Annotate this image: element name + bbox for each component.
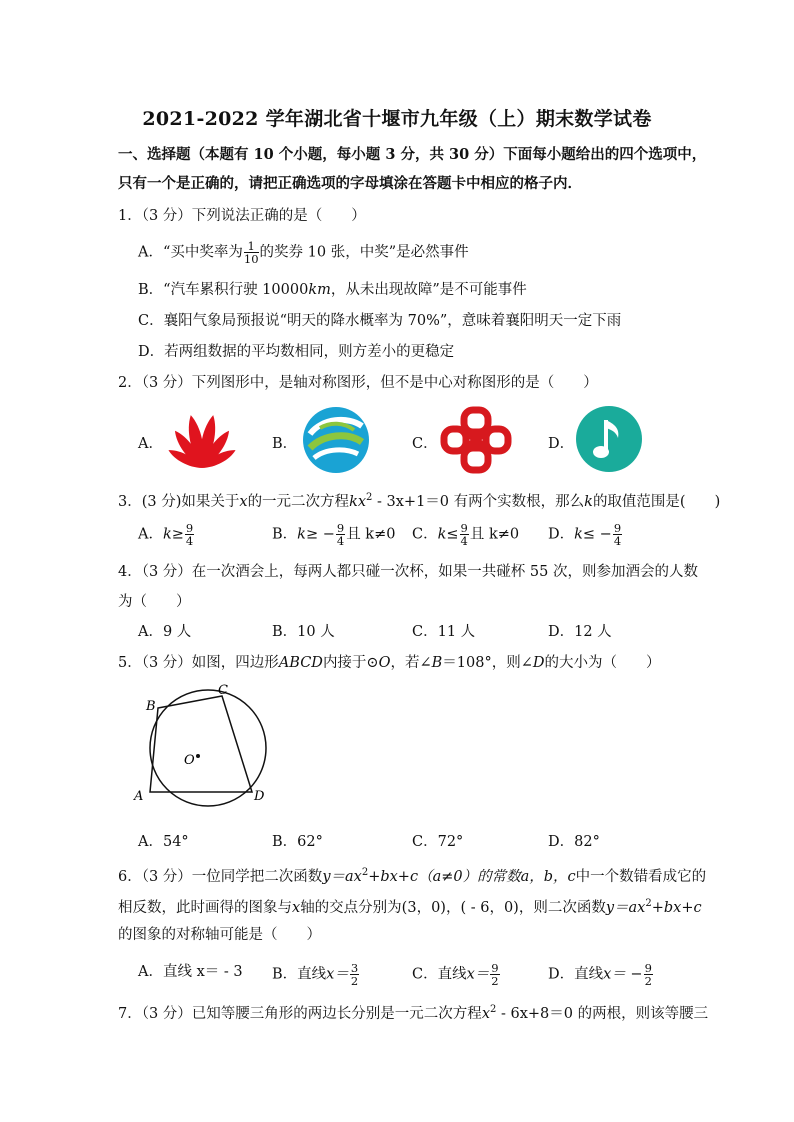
q5-option-a[interactable]: A．54°: [138, 834, 189, 850]
q6-c-fraction: [490, 962, 499, 987]
q6-func2: y＝ax: [605, 900, 646, 916]
q3-c-relation: k≤: [437, 526, 459, 543]
q3-d-den: 4: [613, 534, 622, 548]
q1-b-suffix: ，从未出现故障”是不可能事件: [330, 282, 527, 298]
q5-stem-prefix: 5．（3 分）如图，四边形: [118, 655, 279, 671]
q1-option-d[interactable]: D．若两组数据的平均数相同，则方差小的更稳定: [138, 344, 455, 360]
q3-option-d[interactable]: [548, 522, 623, 547]
chinese-knot-icon: [440, 404, 512, 476]
q3-a-den: 4: [185, 534, 194, 548]
q3-b-fraction: [336, 522, 345, 547]
q3-stem: [118, 488, 720, 512]
q3-var-x: x: [239, 494, 248, 510]
q2-label-c[interactable]: C．: [412, 436, 438, 452]
q4-option-c[interactable]: C．11 人: [412, 624, 476, 640]
q3-b-num: 9: [336, 521, 345, 535]
q6-c-x: x＝: [466, 966, 490, 983]
q5-option-d[interactable]: D．82°: [548, 834, 600, 850]
q5-stem: [118, 653, 661, 673]
q7-eq-exponent: 2: [490, 1004, 497, 1015]
q5-inscribed-quadrilateral-figure: [132, 680, 282, 808]
q3-var-k: k: [584, 494, 593, 510]
fan-petals-icon: [160, 408, 244, 470]
q1-a-num: 1: [244, 240, 259, 253]
q3-d-relation: k≤ −: [574, 526, 612, 543]
q6-option-b[interactable]: [272, 962, 360, 987]
q1-a-den: 10: [243, 252, 259, 266]
q6-func2-exponent: 2: [645, 898, 652, 909]
q6-b-x: x＝: [326, 966, 349, 983]
q6-line2-prefix: 相反数，此时画得的图象与: [118, 900, 292, 916]
q3-b-relation: k≥ −: [297, 526, 335, 543]
q3-c-prefix: C．: [412, 526, 438, 543]
q6-d-den: 2: [644, 974, 652, 988]
q3-eq-exponent: 2: [366, 492, 373, 503]
q4-option-a[interactable]: A．9 人: [138, 624, 192, 640]
q3-option-a[interactable]: [138, 522, 195, 547]
q1-option-a[interactable]: [138, 240, 469, 265]
q6-stem-line3: 的图象的对称轴可能是（ ）: [118, 927, 321, 943]
q3-b-suffix: 且 k≠0: [346, 526, 396, 543]
q6-func: y＝ax: [322, 869, 362, 885]
music-note-icon: [574, 404, 644, 474]
q5-stem-suffix: 的大小为（ ）: [544, 655, 661, 671]
q4-option-b[interactable]: B．10 人: [272, 624, 335, 640]
q5-label-c: C: [218, 683, 228, 698]
q6-vars: a，b，c: [520, 869, 576, 885]
q1-stem: 1．（3 分）下列说法正确的是（ ）: [118, 208, 366, 224]
q6-stem-line1: [118, 863, 706, 887]
q6-func-rest: +bx+c（a≠0）的常数: [368, 869, 521, 885]
q3-d-num: 9: [613, 521, 622, 535]
q3-b-den: 4: [336, 534, 345, 548]
q6-d-x: x＝ −: [603, 966, 643, 983]
q6-stem-line2: [118, 894, 702, 918]
q6-d-fraction: [644, 962, 653, 987]
swirl-circle-icon: [300, 404, 372, 476]
q5-option-c[interactable]: C．72°: [412, 834, 464, 850]
q1-a-prefix: A．“买中奖率为: [138, 244, 243, 261]
q3-c-num: 9: [460, 521, 468, 535]
q3-a-prefix: A．: [138, 526, 163, 543]
q3-eq-rest: - 3x+1＝0 有两个实数根，那么: [372, 494, 585, 510]
q6-line1-suffix: 中一个数错看成它的: [575, 869, 707, 885]
q5-label-o: O: [184, 753, 195, 768]
q4-option-d[interactable]: D．12 人: [548, 624, 612, 640]
q3-option-b[interactable]: [272, 522, 395, 547]
q1-option-b[interactable]: [138, 280, 527, 300]
q6-b-prefix: B．直线: [272, 966, 327, 983]
q7-eq-x: x: [481, 1006, 490, 1022]
q5-label-d: D: [254, 789, 265, 804]
q3-a-relation: k≥: [162, 526, 184, 543]
q5-stem-mid2: ，若∠: [390, 655, 432, 671]
q6-line1-prefix: 6．（3 分）一位同学把二次函数: [118, 869, 323, 885]
q3-a-fraction: [185, 522, 194, 547]
q3-eq-kx: kx: [349, 494, 367, 510]
q3-b-prefix: B．: [272, 526, 298, 543]
q6-c-prefix: C．直线: [412, 966, 467, 983]
q3-stem-prefix: 3．(3 分)如果关于: [118, 494, 240, 510]
q5-label-a: A: [134, 789, 144, 804]
q5-angle-d: D: [532, 655, 545, 671]
q1-b-unit: km: [308, 282, 331, 298]
q3-c-den: 4: [460, 534, 468, 548]
exam-title: 2021-2022 学年湖北省十堰市九年级（上）期末数学试卷: [142, 108, 652, 130]
q3-d-fraction: [613, 522, 622, 547]
q5-angle-b: B: [431, 655, 443, 671]
q6-b-den: 2: [350, 974, 359, 988]
q6-d-prefix: D．直线: [548, 966, 604, 983]
q6-option-c[interactable]: [412, 962, 501, 987]
q1-b-prefix: B．“汽车累积行驶 10000: [138, 282, 309, 298]
q1-a-fraction: [244, 240, 259, 265]
q4-stem-line1: 4．（3 分）在一次酒会上，每两人都只碰一次杯，如果一共碰杯 55 次，则参加酒会的人数: [118, 564, 698, 580]
q6-func2-rest: +bx+c: [651, 900, 702, 916]
q7-stem-prefix: 7．（3 分）已知等腰三角形的两边长分别是一元二次方程: [118, 1006, 482, 1022]
q3-c-suffix: 且 k≠0: [469, 526, 520, 543]
q5-stem-mid: 内接于⊙: [322, 655, 379, 671]
q1-a-suffix: 的奖券 10 张，中奖”是必然事件: [259, 244, 469, 261]
q6-c-den: 2: [491, 974, 499, 988]
q6-option-d[interactable]: [548, 962, 654, 987]
q5-abcd: ABCD: [278, 655, 323, 671]
q6-b-fraction: [350, 962, 359, 987]
q3-d-prefix: D．: [548, 526, 575, 543]
q4-stem-line2: 为（ ）: [118, 594, 191, 610]
q6-d-num: 9: [644, 961, 652, 975]
q2-label-b[interactable]: B．: [272, 436, 298, 452]
q2-label-d[interactable]: D．: [548, 436, 575, 452]
q5-option-b[interactable]: B．62°: [272, 834, 323, 850]
q6-line2-mid: 轴的交点分别为(3，0)，( - 6，0)，则二次函数: [300, 900, 606, 916]
q3-stem-suffix: 的取值范围是( ): [592, 494, 721, 510]
q5-stem-mid3: ＝108°，则∠: [442, 655, 533, 671]
q6-b-num: 3: [350, 961, 359, 975]
q3-stem-mid: 的一元二次方程: [247, 494, 350, 510]
section-intro-line1: 一、选择题（本题有 10 个小题，每小题 3 分，共 30 分）下面每小题给出的四个选项中，: [118, 146, 707, 163]
q7-eq-rest: - 6x+8＝0 的两根，则该等腰三: [496, 1006, 709, 1022]
section-intro-line2: 只有一个是正确的，请把正确选项的字母填涂在答题卡中相应的格子内．: [118, 175, 582, 192]
q5-label-b: B: [146, 699, 156, 714]
q6-option-a[interactable]: A．直线 x＝ - 3: [138, 964, 243, 980]
q6-func-exponent: 2: [361, 867, 369, 878]
q7-stem: [118, 1000, 708, 1024]
q6-var-x: x: [292, 900, 301, 916]
q5-circle-o: O: [378, 655, 391, 671]
q3-option-c[interactable]: [412, 522, 519, 547]
q3-c-fraction: [460, 522, 469, 547]
q1-option-c[interactable]: C．襄阳气象局预报说“明天的降水概率为 70%”，意味着襄阳明天一定下雨: [138, 313, 622, 329]
q2-label-a[interactable]: A．: [138, 436, 163, 452]
q2-stem: 2．（3 分）下列图形中，是轴对称图形，但不是中心对称图形的是（ ）: [118, 375, 598, 391]
q3-a-num: 9: [185, 521, 194, 535]
q6-c-num: 9: [491, 961, 499, 975]
